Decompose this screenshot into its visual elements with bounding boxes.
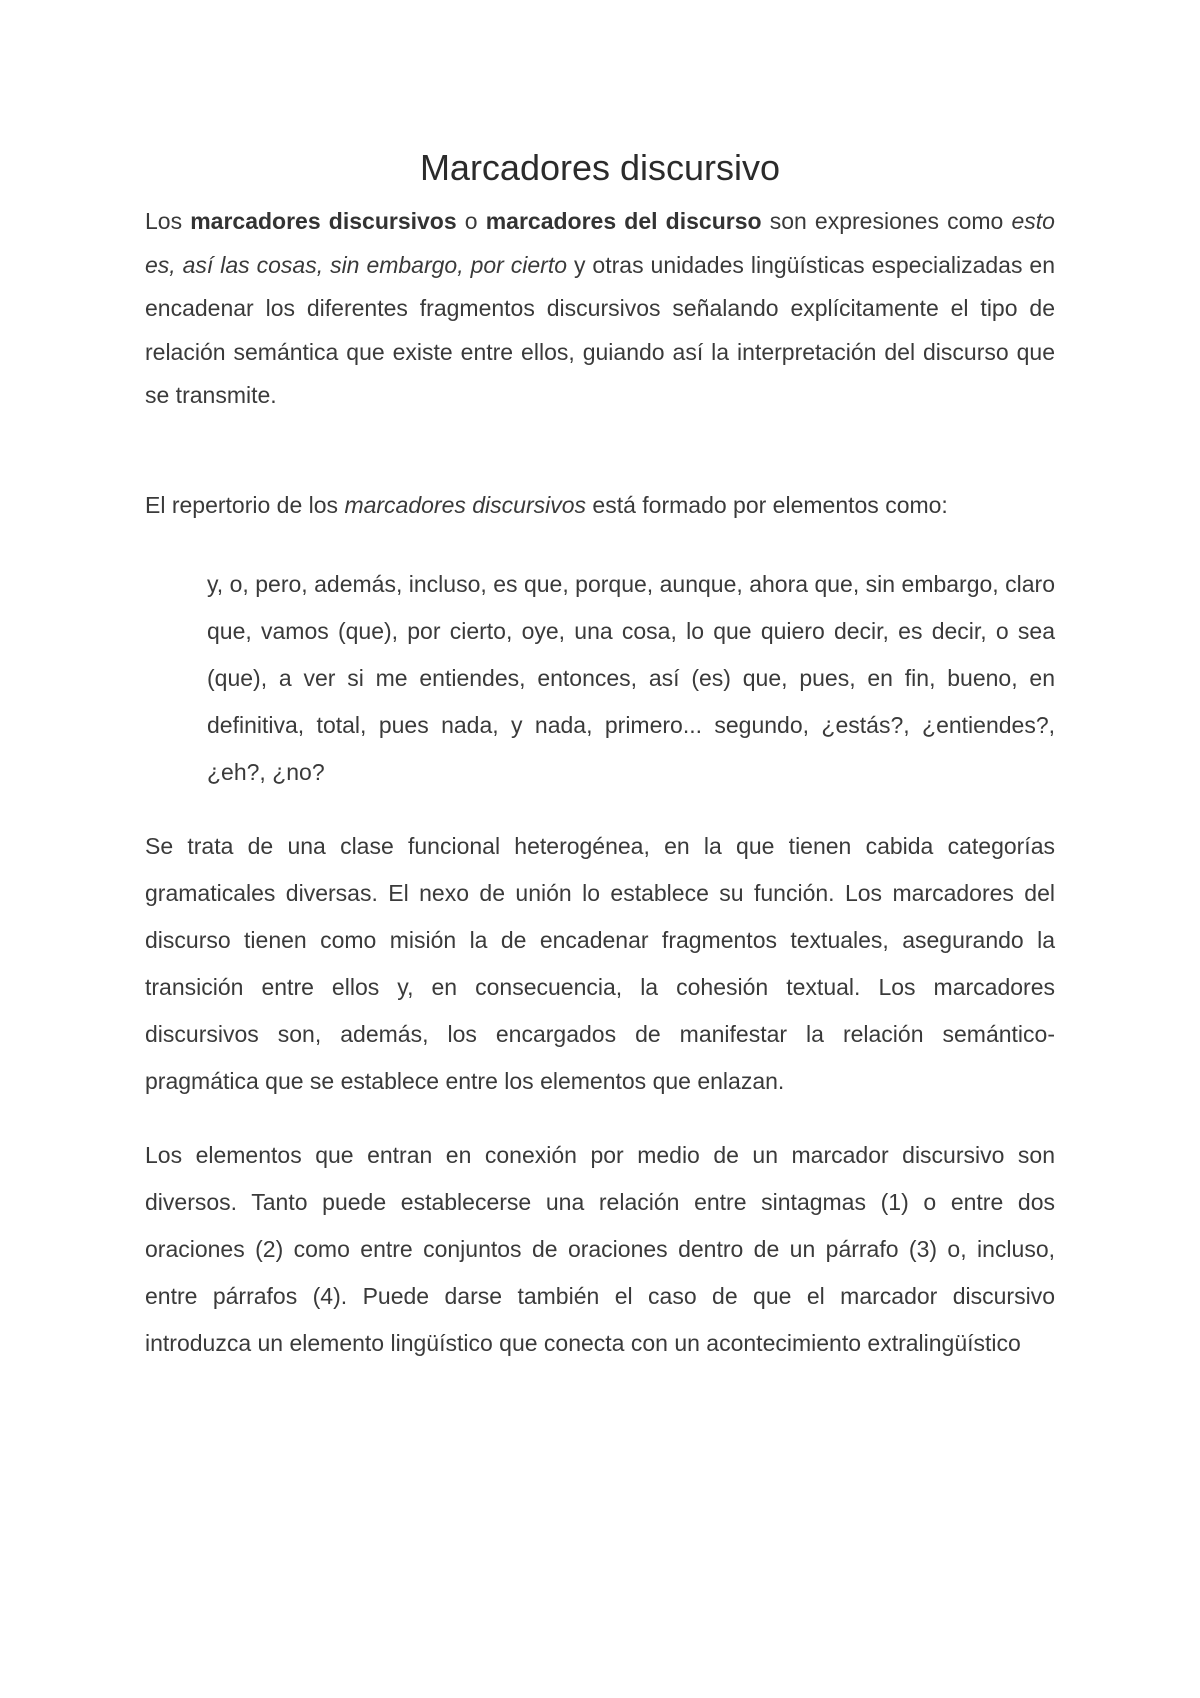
intro-italic-examples: esto es, así las cosas, sin embargo, por cierto [145, 208, 1055, 278]
repertorio-text-2: está formado por elementos como: [586, 491, 948, 518]
examples-block: y, o, pero, además, incluso, es que, porque, aunque, ahora que, sin embargo, claro que, vamos (que), por cierto, oye, una cosa, lo que quiero decir, es decir, o sea (que), a ver si me entiendes, entonces, así (es) que, pues, en fin, bueno, en definitiva, total, pues nada, y nada, primero... segundo, ¿estás?, ¿entiendes?, ¿eh?, ¿no? [207, 571, 1055, 785]
document-title: Marcadores discursivo [419, 147, 781, 188]
intro-text-4: y otras unidades lingüísticas especializadas en encadenar los diferentes fragmentos discursivos señalando explícitamente el tipo de relación semántica que existe entre ellos, guiando así la interpretación del discurso que se transmite. [145, 251, 1055, 408]
intro-text-1: Los [145, 208, 191, 234]
repertorio-paragraph [145, 484, 1055, 528]
paragraph-elementos-conexion: Los elementos que entran en conexión por medio de un marcador discursivo son diversos. Tanto puede establecerse una relación entre sintagmas (1) o entre dos oraciones (2) como entre conjuntos de oraciones dentro de un párrafo (3) o, incluso, entre párrafos (4). Puede darse también el caso de que el marcador discursivo introduzca un elemento lingüístico que conecta con un acontecimiento extralingüístico [145, 1142, 1055, 1356]
repertorio-italic-term: marcadores discursivos [344, 491, 587, 518]
intro-text-3: son expresiones como [761, 208, 1012, 234]
repertorio-text-1: El repertorio de los [145, 491, 345, 518]
document-page [145, 0, 1055, 1367]
intro-bold-term-2: marcadores del discurso [485, 208, 762, 234]
intro-paragraph [145, 200, 1055, 418]
intro-text-2: o [456, 208, 486, 234]
paragraph-clase-funcional: Se trata de una clase funcional heterogénea, en la que tienen cabida categorías gramaticales diversas. El nexo de unión lo establece su función. Los marcadores del discurso tienen como misión la de encadenar fragmentos textuales, asegurando la transición entre ellos y, en consecuencia, la cohesión textual. Los marcadores discursivos son, además, los encargados de manifestar la relación semántico-pragmática que se establece entre los elementos que enlazan. [145, 833, 1055, 1094]
intro-bold-term-1: marcadores discursivos [190, 208, 457, 234]
